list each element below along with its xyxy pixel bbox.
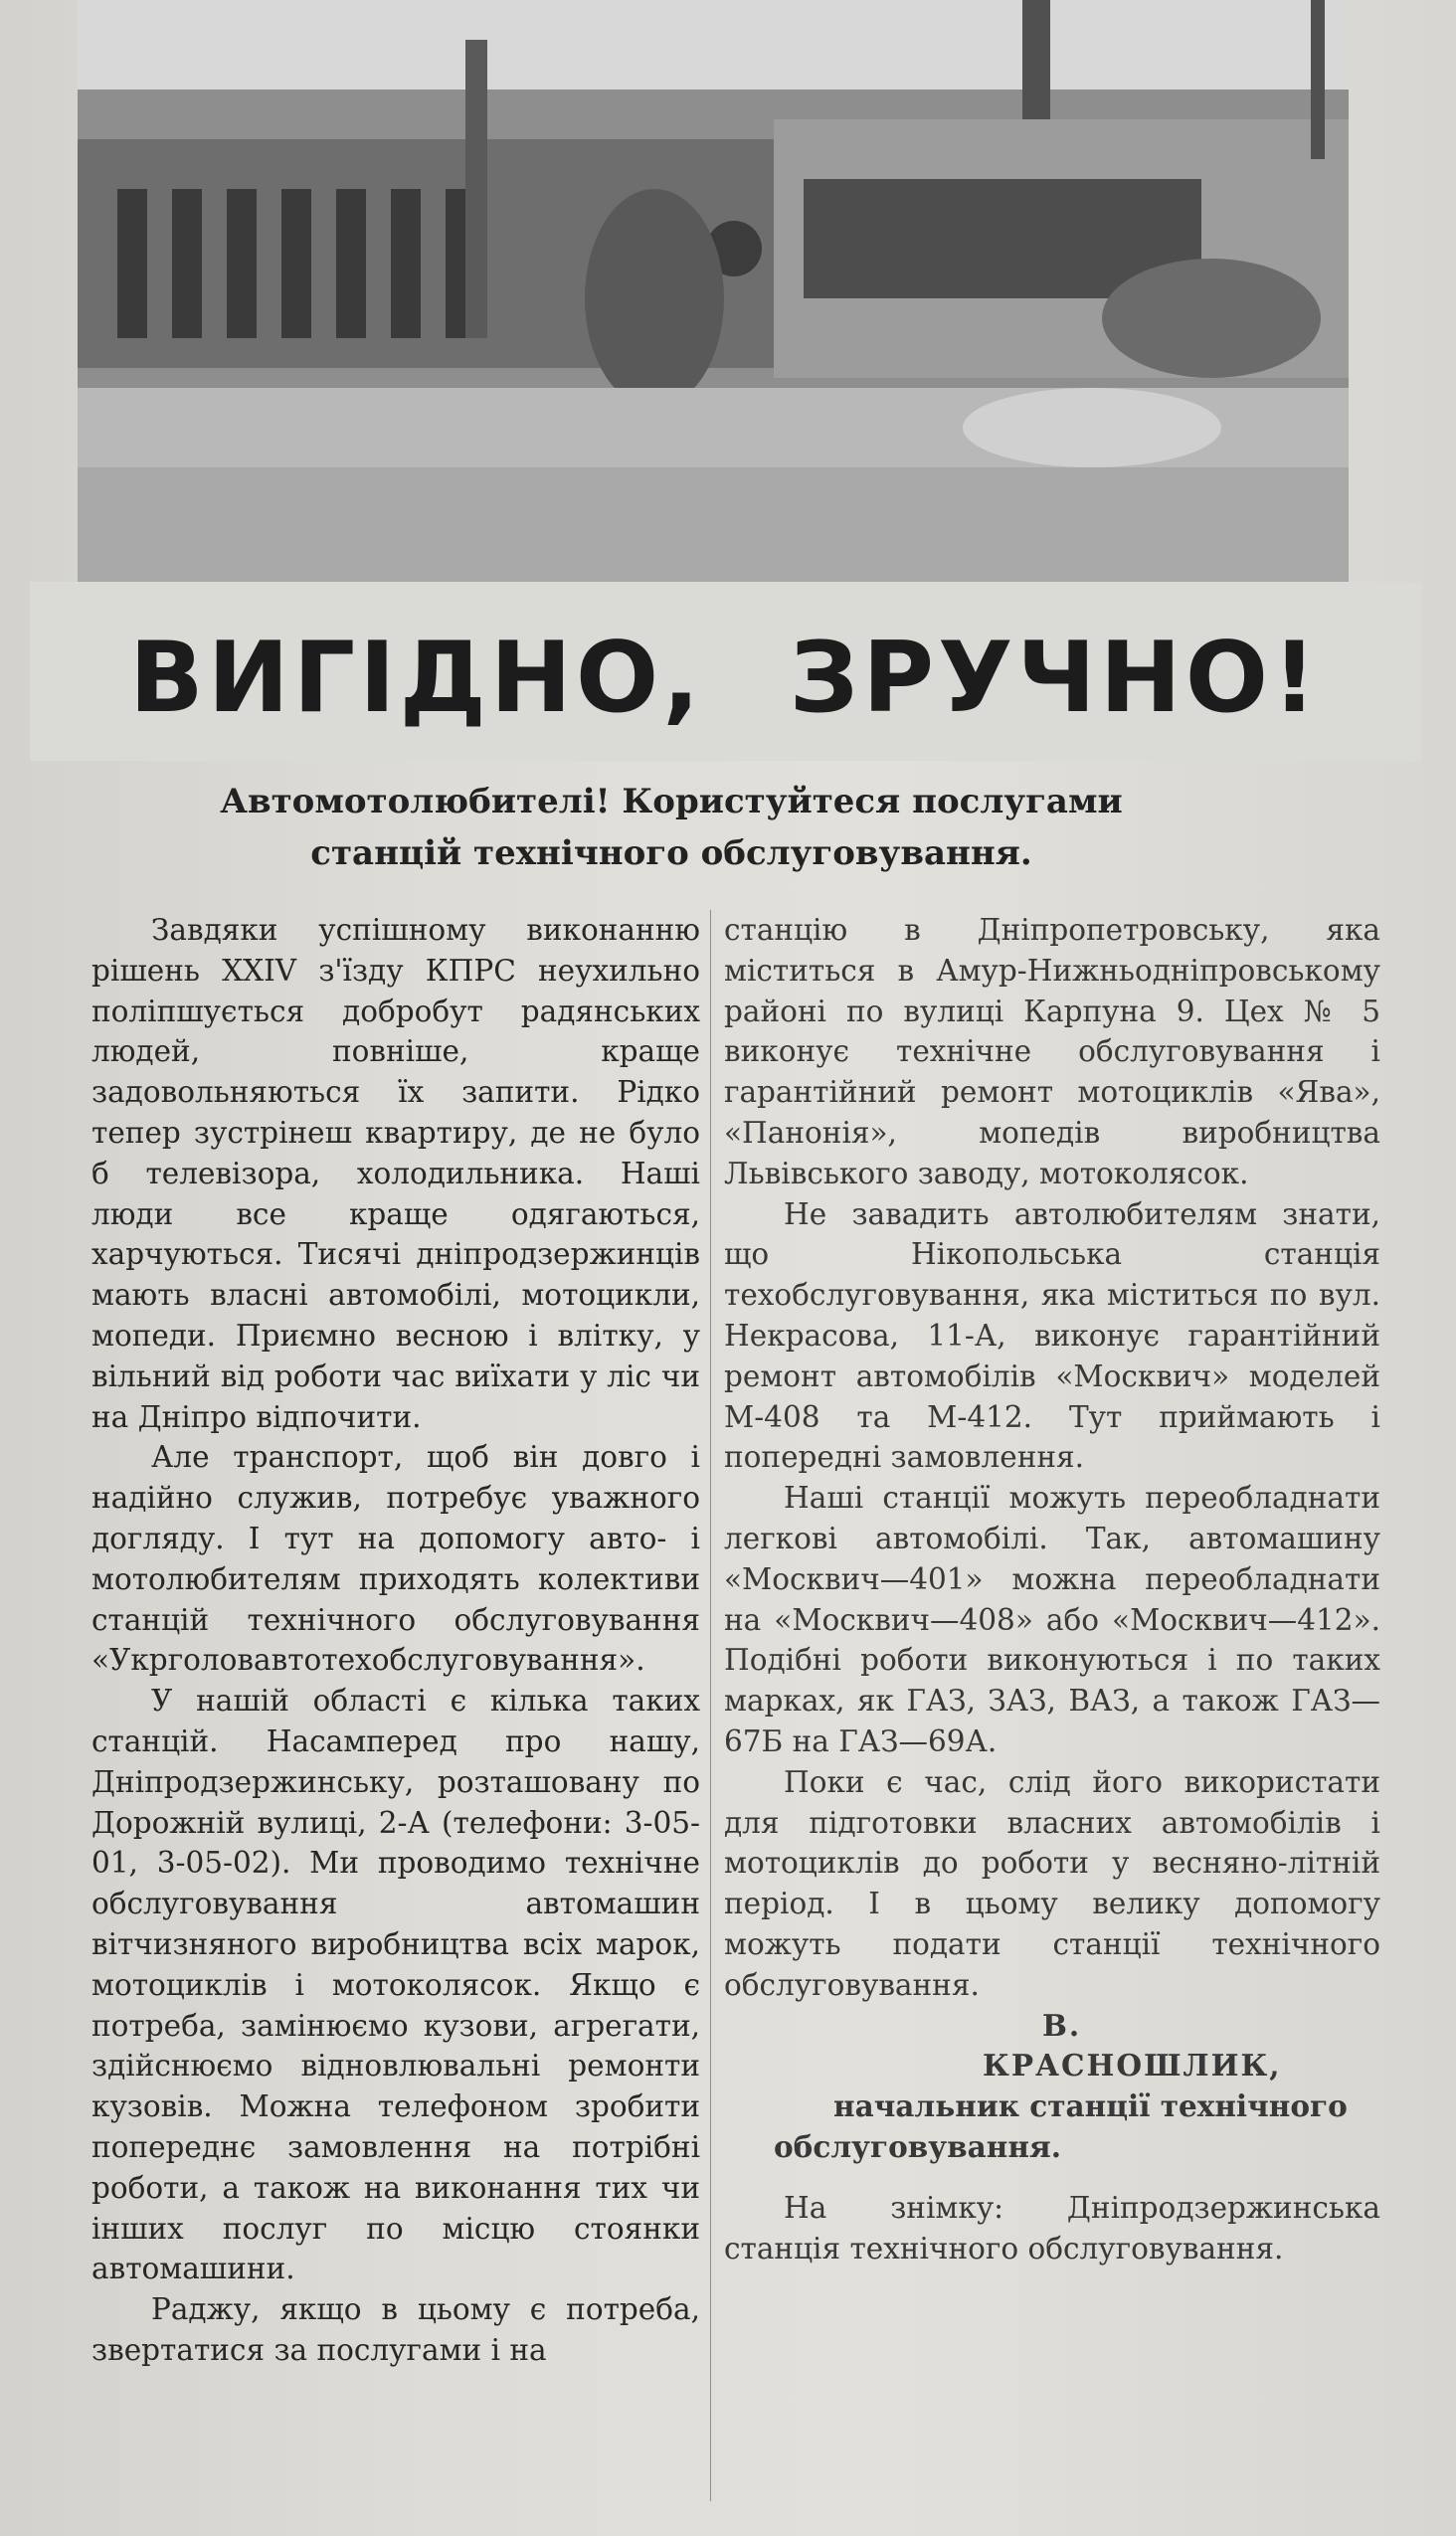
paragraph: Завдяки успішному виконанню рішень XXIV з'їзду КПРС неухильно поліпшується добробут радянських людей, повніше, краще задовольняються їх запити. Рідко тепер зустрінеш квартиру, де не було б телевізора, холодильника. Наші люди все краще одягаються, харчуються. Тисячі дніпродзержинців мають власні автомобілі, мотоцикли, мопеди. Приємно весною і влітку, у вільний від роботи час виїхати у ліс чи на Дніпро відпочити. bbox=[91, 913, 700, 1434]
paragraph: станцію в Дніпропетровську, яка міститься в Амур-Нижньодніпровському районі по вулиці Карпуна 9. Цех № 5 виконує технічне обслуговування і гарантійний ремонт мотоциклів «Ява», «Панонія», мопедів виробництва Львівського заводу, мотоколясок. bbox=[724, 913, 1380, 1190]
station-photo bbox=[78, 0, 1349, 582]
paragraph: Раджу, якщо в цьому є потреба, звертатися за послугами і на bbox=[91, 2292, 700, 2367]
column-divider bbox=[710, 910, 711, 2501]
building-photo-illustration bbox=[78, 0, 1349, 582]
article-column-left bbox=[91, 910, 700, 2371]
paragraph: Наші станції можуть переобладнати легкові автомобілі. Так, автомашину «Москвич—401» можна переобладнати на «Москвич—408» або «Москвич—412». Подібні роботи виконуються і по таких марках, як ГАЗ, ЗАЗ, ВАЗ, а також ГАЗ—67Б на ГАЗ—69А. bbox=[724, 1481, 1380, 1758]
headline: ВИГІДНО, ЗРУЧНО! bbox=[129, 622, 1321, 735]
article-column-right bbox=[724, 910, 1380, 2268]
paragraph: Не завадить автолюбителям знати, що Нікопольська станція техобслуговування, яка міститься по вул. Некрасова, 11-А, виконує гарантійний ремонт автомобілів «Москвич» моделей М-408 та М-412. Тут приймають і попередні замовлення. bbox=[724, 1196, 1380, 1475]
subheadline-line-1: Автомотолюбителі! Користуйтеся послугами bbox=[220, 782, 1123, 821]
photo-caption: На знімку: Дніпродзержинська станція технічного обслуговування. bbox=[724, 2190, 1380, 2265]
paragraph: У нашій області є кілька таких станцій. Насамперед про нашу, Дніпродзержинську, розташовану по Дорожній вулиці, 2-А (телефони: 3-05-01, 3-05-02). Ми проводимо технічне обслуговування автомашин вітчизняного виробництва всіх марок, мотоциклів і мотоколясок. Якщо є потреба, замінюємо кузови, агрегати, здійснюємо відновлювальні ремонти кузовів. Можна телефоном зробити попереднє замовлення на потрібні роботи, а також на виконання тих чи інших послуг по місцю стоянки автомашини. bbox=[91, 1684, 700, 2286]
paragraph: Але транспорт, щоб він довго і надійно служив, потребує уважного догляду. І тут на допомогу авто- і мотолюбителям приходять колективи станцій технічного обслуговування «Укрголовавтотехобслуговування». bbox=[91, 1440, 700, 1678]
author-position: начальник станції технічного обслуговування. bbox=[774, 2088, 1348, 2164]
paragraph: Поки є час, слід його використати для підготовки власних автомобілів і мотоциклів до роботи у весняно-літній період. І в цьому велику допомогу можуть подати станції технічного обслуговування. bbox=[724, 1764, 1380, 2002]
subheadline-line-2: станцій технічного обслуговування. bbox=[310, 833, 1032, 873]
author-name: В. КРАСНОШЛИК, bbox=[983, 2007, 1282, 2083]
subheadline bbox=[149, 776, 1193, 879]
